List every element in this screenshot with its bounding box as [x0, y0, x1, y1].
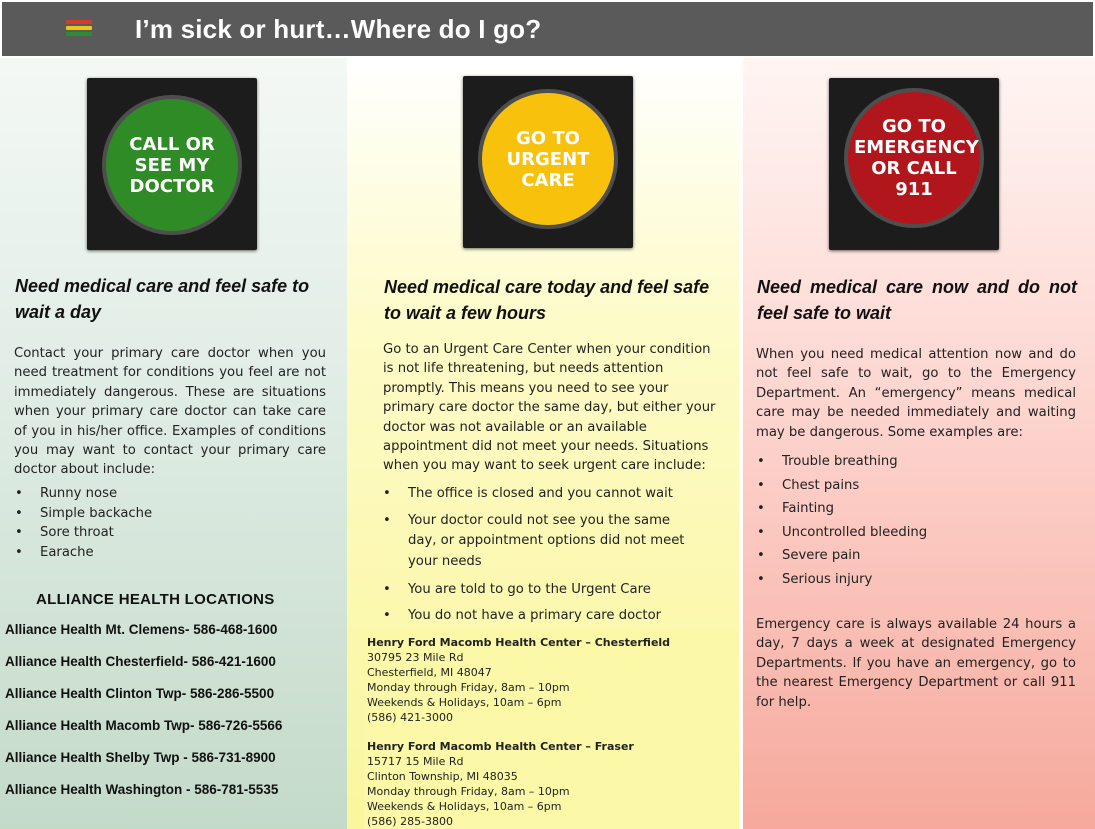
location-name: Henry Ford Macomb Health Center – Chesterfield [367, 636, 671, 649]
location-weekend-hours: Weekends & Holidays, 10am – 6pm [367, 800, 562, 813]
location-weekday-hours: Monday through Friday, 8am – 10pm [367, 785, 570, 798]
emergency-button-label: GO TO EMERGENCY OR CALL 911 [854, 116, 979, 200]
emergency-bullets [757, 450, 927, 592]
flag-icon [66, 20, 92, 42]
alliance-location: Alliance Health Clinton Twp- 586-286-5500 [5, 686, 275, 701]
list-item: • Uncontrolled bleeding [757, 521, 927, 545]
location-city: Chesterfield, MI 48047 [367, 666, 492, 679]
list-item: • You do not have a primary care doctor [383, 606, 713, 627]
list-item: • Sore throat [15, 523, 152, 543]
alliance-location: Alliance Health Washington - 586-781-5535 [5, 782, 279, 797]
location-weekend-hours: Weekends & Holidays, 10am – 6pm [367, 696, 562, 709]
list-item: • Trouble breathing [757, 450, 927, 474]
doctor-button-circle [102, 95, 242, 235]
emergency-heading: Need medical care now and do not feel safe to wait [757, 277, 1077, 323]
list-item: • Your doctor could not see you the same day, or appointment options did not meet your needs [383, 511, 713, 573]
list-item: • You are told to go to the Urgent Care [383, 580, 713, 601]
page-title: I’m sick or hurt…Where do I go? [135, 14, 542, 44]
emergency-body: When you need medical attention now and do not feel safe to wait, go to the Emergency Department. An “emergency” means medical care may be needed immediately and waiting may be dangerous. Some examples are: [756, 347, 1076, 440]
alliance-location: Alliance Health Shelby Twp - 586-731-8900 [5, 750, 276, 765]
doctor-bullets [15, 484, 152, 563]
urgent-care-button-box [463, 76, 633, 248]
doctor-heading: Need medical care and feel safe to wait a day [15, 276, 310, 322]
location-address: 30795 23 Mile Rd [367, 651, 464, 664]
list-item: • Severe pain [757, 544, 927, 568]
emergency-button-circle [844, 88, 984, 228]
henry-ford-chesterfield [367, 635, 670, 725]
alliance-location: Alliance Health Mt. Clemens- 586-468-1600 [5, 622, 278, 637]
list-item: • Simple backache [15, 504, 152, 524]
list-item: • Fainting [757, 497, 927, 521]
urgent-care-bullets [383, 484, 713, 626]
emergency-footer: Emergency care is always available 24 hours a day, 7 days a week at designated Emergency Departments. If you have an emergency, go to the nearest Emergency Department or call 911 for help. [756, 617, 1076, 710]
emergency-button-box [829, 78, 999, 250]
location-phone: (586) 285-3800 [367, 815, 454, 828]
alliance-heading: ALLIANCE HEALTH LOCATIONS [36, 591, 275, 608]
alliance-location: Alliance Health Macomb Twp- 586-726-5566 [5, 718, 283, 733]
location-weekday-hours: Monday through Friday, 8am – 10pm [367, 681, 570, 694]
urgent-care-heading: Need medical care today and feel safe to wait a few hours [384, 277, 710, 323]
henry-ford-fraser [367, 739, 634, 829]
list-item: • Serious injury [757, 568, 927, 592]
list-item: • The office is closed and you cannot wait [383, 484, 713, 505]
page-header [2, 2, 1093, 56]
alliance-location: Alliance Health Chesterfield- 586-421-1600 [5, 654, 276, 669]
location-address: 15717 15 Mile Rd [367, 755, 464, 768]
list-item: • Earache [15, 543, 152, 563]
urgent-care-body: Go to an Urgent Care Center when your condition is not life threatening, but needs attention promptly. This means you need to see your primary care doctor the same day, but either your doctor was not available or an available appointment did not meet your needs. Situations when you may want to seek urgent care include: [383, 342, 716, 474]
doctor-button-box [87, 78, 257, 250]
list-item: • Runny nose [15, 484, 152, 504]
doctor-body: Contact your primary care doctor when you need treatment for conditions you feel are not immediately dangerous. These are situations when your primary care doctor can take care of you in his/her office. Examples of conditions you may want to contact your primary care doctor about include: [14, 346, 326, 478]
urgent-care-button-label: GO TO URGENT CARE [506, 127, 590, 191]
list-item: • Chest pains [757, 474, 927, 498]
doctor-button-label: CALL OR SEE MY DOCTOR [129, 133, 215, 197]
location-phone: (586) 421-3000 [367, 711, 454, 724]
urgent-care-button-circle [478, 89, 618, 229]
location-city: Clinton Township, MI 48035 [367, 770, 518, 783]
location-name: Henry Ford Macomb Health Center – Fraser [367, 740, 634, 753]
